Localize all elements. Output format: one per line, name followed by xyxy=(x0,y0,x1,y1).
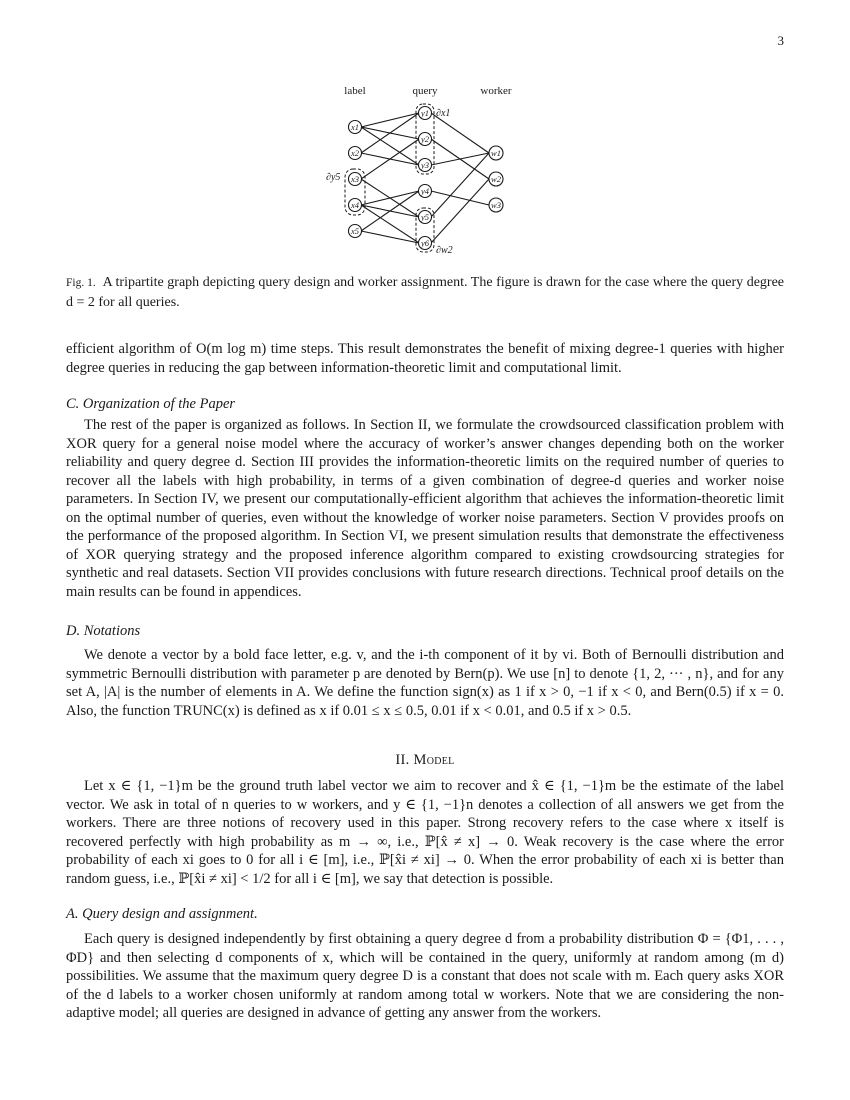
node-label-y6: y6 xyxy=(420,238,430,248)
node-label-w1: w1 xyxy=(491,148,501,158)
annotation-dw2: ∂w2 xyxy=(436,245,453,256)
node-label-w2: w2 xyxy=(491,174,501,184)
node-label-w3: w3 xyxy=(491,200,501,210)
edge xyxy=(361,191,419,205)
node-label-y5: y5 xyxy=(420,212,430,222)
paragraph-model: Let x ∈ {1, −1}m be the ground truth label vector we aim to recover and x̂ ∈ {1, −1}m be the estimate of the label vector. We ask in total of n queries to w workers, and y ∈ {1, −1}n denotes a collection of all answers we get from the workers. There are three notions of recovery used in this paper. Strong recovery refers to the case where x itself is recovered perfectly with high probability as m → ∞, i.e., ℙ[x̂ ≠ x] → 0. Weak recovery is the case where the error probability of each xi goes to 0 for all i ∈ [m], i.e., ℙ[x̂i ≠ xi] → 0. When the error probability of each xi is better than random guess, i.e., ℙ[x̂i ≠ xi] < 1/2 for all i ∈ [m], we say that detection is possible. xyxy=(66,778,784,887)
section-title-model: II. Model xyxy=(395,752,455,768)
figure-caption-label: Fig. 1. xyxy=(66,277,96,289)
node-label-y4: y4 xyxy=(420,186,430,196)
node-label-x3: x3 xyxy=(350,174,360,184)
query-worker-edges xyxy=(431,113,489,243)
annotation-dx1: ∂x1 xyxy=(436,108,451,119)
page-number: 3 xyxy=(777,33,784,48)
node-label-x2: x2 xyxy=(350,148,360,158)
node-label-x5: x5 xyxy=(350,226,360,236)
column-label-label: label xyxy=(344,85,366,97)
node-label-y1: y1 xyxy=(420,108,430,118)
heading-query-design: A. Query design and assignment. xyxy=(66,906,258,922)
heading-notations: D. Notations xyxy=(66,623,141,639)
edge xyxy=(431,179,489,243)
paragraph-organization: The rest of the paper is organized as follows. In Section II, we formulate the crowdsourced classification problem with XOR query for a general noise model where the accuracy of worker’s answer changes depending both on the worker reliability and query degree d. Section III provides the information-theoretic limits on the required number of queries to recover all the labels with high probability, in terms of a given combination of degree-d queries and worker noise parameters. In Section IV, we present our computationally-efficient algorithm that achieves the information-theoretic limit on the optimal number of queries, even without the knowledge of worker noise parameters. Section V provides proofs on the performance of the proposed algorithm. In Section VI, we present simulation results that demonstrate the effectiveness of XOR querying strategy and the proposed inference algorithm compared to existing crowdsourcing strategies for synthetic and real datasets. Section VII provides conclusions with future research directions. Technical proof details on the main results can be found in appendices. xyxy=(66,417,784,600)
figure-tripartite-graph xyxy=(320,80,530,260)
edge xyxy=(431,153,489,217)
annotation-dy5: ∂y5 xyxy=(326,172,341,183)
tripartite-graph-svg xyxy=(320,80,530,260)
paragraph-intro: efficient algorithm of O(m log m) time steps. This result demonstrates the benefit of mixing degree-1 queries with higher degree queries in reducing the gap between information-theoretic limit and computational limit. xyxy=(66,341,784,376)
edge xyxy=(431,113,489,153)
node-label-x1: x1 xyxy=(350,122,360,132)
column-label-worker: worker xyxy=(480,85,512,97)
node-label-y2: y2 xyxy=(420,134,430,144)
figure-caption-text: A tripartite graph depicting query design and worker assignment. The figure is drawn for the case where the query degree d = 2 for all queries. xyxy=(66,275,785,310)
column-label-query: query xyxy=(412,85,438,97)
paragraph-notations: We denote a vector by a bold face letter, e.g. v, and the i-th component of it by vi. Both of Bernoulli distribution and symmetric Bernoulli distribution with parameter p are denoted by Bern(p). We use [n] to denote {1, 2, ··· , n}, and for any set A, |A| is the number of elements in A. We define the function sign(x) as 1 if x > 0, −1 if x < 0, and Bern(0.5) if x = 0. Also, the function TRUNC(x) is defined as x if 0.01 ≤ x ≤ 0.5, 0.01 if x < 0.01, and 0.5 if x > 0.5. xyxy=(66,647,784,719)
node-label-x4: x4 xyxy=(350,200,360,210)
figure-caption xyxy=(66,273,784,312)
heading-organization: C. Organization of the Paper xyxy=(66,396,236,412)
edge xyxy=(431,191,489,205)
label-query-edges xyxy=(361,113,419,243)
node-label-y3: y3 xyxy=(420,160,430,170)
edge xyxy=(361,113,419,127)
paragraph-query-design: Each query is designed independently by first obtaining a query degree d from a probability distribution Φ = {Φ1, . . . , ΦD} and then selecting d components of x, which will be contained in the query, uniformly at random among (m d) possibilities. We assume that the maximum query degree D is a constant that does not scale with m. Each query asks XOR of the d labels to a worker chosen uniformly at random among total w workers. Note that we are considering the non-adaptive model; all queries are designed in advance of getting any answer from the workers. xyxy=(66,931,784,1021)
